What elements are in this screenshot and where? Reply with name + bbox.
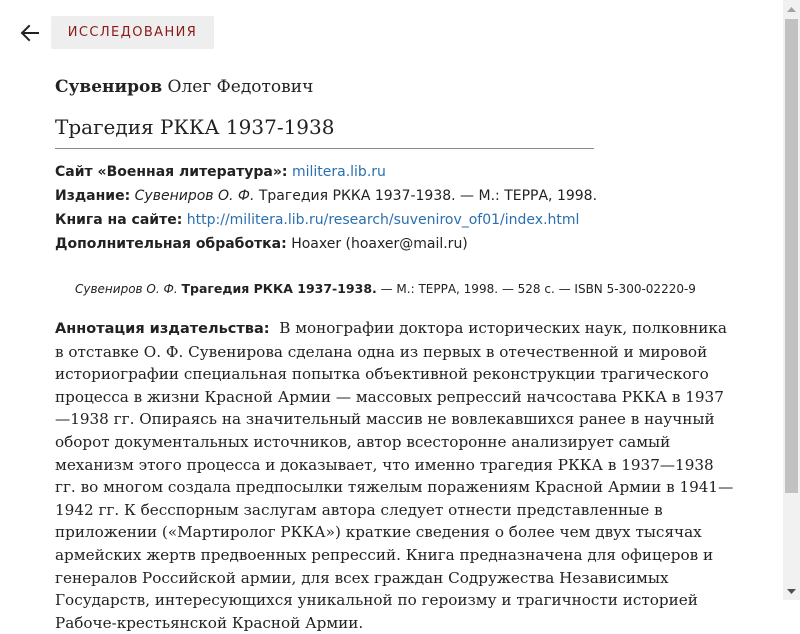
back-button[interactable] (19, 22, 41, 44)
scroll-down-arrow-icon[interactable] (783, 583, 800, 600)
vertical-scrollbar[interactable] (783, 0, 800, 600)
book-meta (55, 160, 597, 256)
annotation-text: В монографии доктора исторических наук, полковника в отставке О. Ф. Сувенирова сделана одна из первых в отечественной и мировой историографии специальная попытка объективной реконструкции трагического процесса в жизни Красной Армии — массовых репрессий начсостава РККА в 1937—1938 гг. Опираясь на значительный массив не вовлекавшихся ранее в научный оборот документальных источников, автор всесторонне анализирует самый механизм этого процесса и доказывает, что именно трагедия РККА в 1937—1938 гг. во многом создала предпосылки тяжелым поражениям Красной Армии в 1941—1942 гг. К бесспорным заслугам автора следует отнести представленные в приложении («Мартиролог РККА») краткие сведения о более чем двух тысячах армейских жертв предвоенных репрессий. Книга предназначена для офицеров и генералов Российской армии, для всех граждан Содружества Независимых Государств, интересующихся уникальной по героизму и трагичности историей Рабоче-крестьянской Красной Армии. (55, 319, 734, 632)
biblio-details: — М.: ТЕРРА, 1998. — 528 с. — ISBN 5-300-02220-9 (380, 282, 696, 296)
scrollbar-thumb[interactable] (785, 19, 798, 493)
meta-processing-value: Hoaxer (hoaxer@mail.ru) (291, 236, 468, 252)
meta-url-link[interactable]: http://militera.lib.ru/research/suvenirov_of01/index.html (186, 212, 580, 228)
category-button[interactable] (51, 16, 214, 49)
meta-edition-label: Издание: (55, 188, 131, 204)
meta-processing-label: Дополнительная обработка: (55, 236, 287, 252)
arrow-left-icon (19, 22, 41, 44)
biblio-author: Сувениров О. Ф. (75, 282, 178, 296)
meta-processing-row (55, 232, 597, 256)
meta-site-row (55, 160, 597, 184)
category-label: ИССЛЕДОВАНИЯ (67, 25, 198, 40)
meta-edition-value: Трагедия РККА 1937-1938. — М.: ТЕРРА, 1998. (258, 188, 598, 204)
meta-url-row (55, 208, 597, 232)
book-author (55, 77, 313, 97)
meta-site-label: Сайт «Военная литература»: (55, 164, 288, 180)
bibliographic-record (75, 281, 696, 296)
annotation (55, 317, 735, 634)
biblio-title: Трагедия РККА 1937-1938. (181, 281, 377, 296)
meta-site-link[interactable]: militera.lib.ru (291, 164, 386, 180)
annotation-label: Аннотация издательства: (55, 321, 270, 337)
author-given-names: Олег Федотович (167, 77, 314, 97)
scroll-up-arrow-icon[interactable] (783, 0, 800, 17)
book-title: Трагедия РККА 1937-1938 (55, 115, 594, 149)
meta-edition-author: Сувениров О. Ф. (134, 188, 255, 204)
author-surname: Сувениров (55, 77, 163, 97)
meta-url-label: Книга на сайте: (55, 212, 183, 228)
meta-edition-row (55, 184, 597, 208)
